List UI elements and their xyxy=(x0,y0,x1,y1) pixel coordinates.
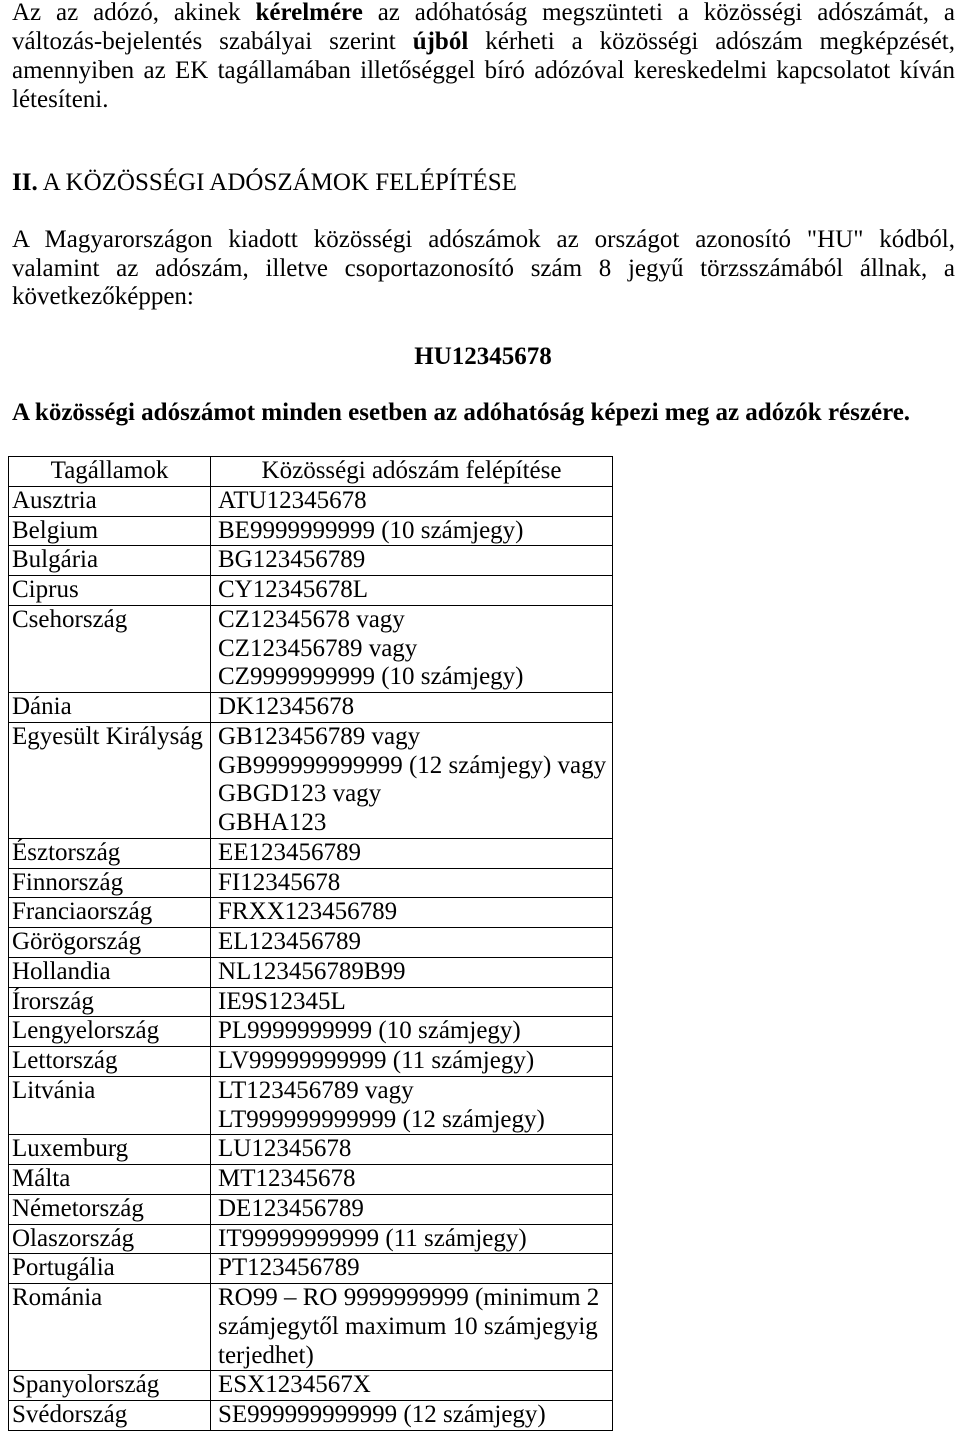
vat-format-cell xyxy=(211,693,613,723)
member-state-name: Görögország xyxy=(12,928,142,955)
member-state-cell xyxy=(9,838,211,868)
table-row xyxy=(9,868,613,898)
table-row xyxy=(9,693,613,723)
member-state-cell xyxy=(9,1017,211,1047)
vat-format-line: SE999999999999 (12 számjegy) xyxy=(218,1401,546,1428)
vat-format-cell xyxy=(211,1135,613,1165)
table-row xyxy=(9,957,613,987)
vat-format-line: GBHA123 xyxy=(218,809,327,836)
table-row xyxy=(9,1401,613,1431)
paragraph-line: amennyiben az EK tagállamában illetőséggel bíró adózóval kereskedelmi kapcsolatot kíván xyxy=(12,57,955,84)
hu-vat-paragraph xyxy=(12,226,955,312)
vat-format-line: LU12345678 xyxy=(218,1135,352,1163)
vat-format-line: LT999999999999 (12 számjegy) xyxy=(218,1105,545,1133)
member-state-name: Ausztria xyxy=(12,486,97,514)
vat-format-line: IT99999999999 (11 számjegy) xyxy=(218,1224,527,1252)
vat-format-cell xyxy=(211,928,613,958)
vat-format-cell xyxy=(211,1254,613,1284)
member-state-name: Olaszország xyxy=(12,1224,135,1252)
vat-format-line: RO99 – RO 9999999999 (minimum 2 xyxy=(218,1284,600,1311)
vat-format-line: PL9999999999 (10 számjegy) xyxy=(218,1017,521,1045)
member-state-cell xyxy=(9,605,211,692)
vat-format-line: terjedhet) xyxy=(218,1341,314,1369)
vat-format-cell xyxy=(211,868,613,898)
vat-format-cell xyxy=(211,722,613,838)
table-row xyxy=(9,1165,613,1195)
member-state-name: Portugália xyxy=(12,1254,115,1282)
member-state-name: Németország xyxy=(12,1194,144,1222)
table-row xyxy=(9,1135,613,1165)
emphasized-text: kérelmére xyxy=(255,0,363,26)
member-state-cell xyxy=(9,516,211,546)
member-state-name: Csehország xyxy=(12,605,128,633)
vat-format-line: PT123456789 xyxy=(218,1254,360,1282)
paragraph-line: létesíteni. xyxy=(12,86,109,113)
emphasized-text: újból xyxy=(412,28,469,55)
member-state-name: Dánia xyxy=(12,693,72,720)
vat-format-cell xyxy=(211,546,613,576)
vat-format-line: ATU12345678 xyxy=(218,486,367,514)
vat-number-example: HU12345678 xyxy=(414,343,552,370)
vat-format-line: MT12345678 xyxy=(218,1165,356,1192)
vat-format-line: számjegytől maximum 10 számjegyig xyxy=(218,1312,598,1340)
paragraph-line xyxy=(12,0,955,27)
vat-note: A közösségi adószámot minden esetben az adóhatóság képezi meg az adózók részére. xyxy=(12,399,911,426)
member-state-name: Finnország xyxy=(12,868,124,896)
column-header-member-states: Tagállamok xyxy=(9,457,211,487)
vat-format-line: LV99999999999 (11 számjegy) xyxy=(218,1047,535,1074)
member-state-cell xyxy=(9,546,211,576)
vat-format-line: ESX1234567X xyxy=(218,1371,371,1399)
member-state-cell xyxy=(9,1047,211,1077)
vat-format-line: BG123456789 xyxy=(218,546,366,574)
vat-format-cell xyxy=(211,1284,613,1371)
vat-format-line: BE9999999999 (10 számjegy) xyxy=(218,516,524,544)
table-row xyxy=(9,546,613,576)
table-row xyxy=(9,1076,613,1135)
table-row xyxy=(9,1194,613,1224)
vat-format-cell xyxy=(211,1047,613,1077)
vat-format-line: CZ9999999999 (10 számjegy) xyxy=(218,663,524,691)
vat-format-line: FI12345678 xyxy=(218,868,341,896)
member-state-name: Litvánia xyxy=(12,1076,96,1104)
member-state-name: Románia xyxy=(12,1284,103,1311)
member-state-name: Spanyolország xyxy=(12,1371,160,1399)
vat-format-cell xyxy=(211,1371,613,1401)
member-state-cell xyxy=(9,722,211,838)
vat-format-cell xyxy=(211,486,613,516)
table-row xyxy=(9,1284,613,1371)
vat-format-line: GB123456789 vagy xyxy=(218,722,421,750)
member-state-cell xyxy=(9,987,211,1017)
vat-format-line: CZ123456789 vagy xyxy=(218,634,418,662)
table-row xyxy=(9,987,613,1017)
member-state-cell xyxy=(9,1401,211,1431)
column-header-vat-format: Közösségi adószám felépítése xyxy=(211,457,613,487)
member-state-name: Ciprus xyxy=(12,576,79,603)
table-row xyxy=(9,928,613,958)
vat-format-line: EL123456789 xyxy=(218,928,362,955)
member-state-cell xyxy=(9,1076,211,1135)
member-state-name: Észtország xyxy=(12,838,121,866)
table-row xyxy=(9,576,613,606)
member-state-cell xyxy=(9,1284,211,1371)
member-state-cell xyxy=(9,486,211,516)
vat-format-cell xyxy=(211,1017,613,1047)
vat-format-line: CZ12345678 vagy xyxy=(218,605,405,633)
section-number: II. xyxy=(12,169,38,196)
vat-format-line: GB999999999999 (12 számjegy) vagy xyxy=(218,751,607,779)
member-state-cell xyxy=(9,1135,211,1165)
vat-format-line: DK12345678 xyxy=(218,693,355,720)
vat-format-cell xyxy=(211,1076,613,1135)
member-state-cell xyxy=(9,1194,211,1224)
member-state-cell xyxy=(9,928,211,958)
member-state-name: Hollandia xyxy=(12,957,111,985)
vat-format-line: IE9S12345L xyxy=(218,987,346,1015)
vat-format-cell xyxy=(211,957,613,987)
member-state-cell xyxy=(9,576,211,606)
table-row xyxy=(9,838,613,868)
table-row xyxy=(9,486,613,516)
table-row xyxy=(9,605,613,692)
vat-format-line: NL123456789B99 xyxy=(218,957,406,985)
member-state-name: Belgium xyxy=(12,516,99,544)
paragraph-line: valamint az adószám, illetve csoportazonosító szám 8 jegyű törzsszámából állnak, a xyxy=(12,254,955,282)
member-state-cell xyxy=(9,1254,211,1284)
vat-format-line: LT123456789 vagy xyxy=(218,1076,414,1104)
vat-format-line: GBGD123 vagy xyxy=(218,780,382,808)
member-state-cell xyxy=(9,693,211,723)
paragraph-line xyxy=(12,27,955,56)
member-state-name: Bulgária xyxy=(12,546,99,574)
paragraph-line: következőképpen: xyxy=(12,283,194,310)
table-row xyxy=(9,1017,613,1047)
vat-format-cell xyxy=(211,516,613,546)
member-state-cell xyxy=(9,1371,211,1401)
paragraph-text: kérheti a közösségi adószám megképzését, xyxy=(468,28,955,55)
table-row xyxy=(9,1371,613,1401)
member-state-cell xyxy=(9,868,211,898)
vat-format-cell xyxy=(211,838,613,868)
vat-format-line: EE123456789 xyxy=(218,838,362,866)
vat-format-line: FRXX123456789 xyxy=(218,898,398,926)
member-state-cell xyxy=(9,1224,211,1254)
section-title: A KÖZÖSSÉGI ADÓSZÁMOK FELÉPÍTÉSE xyxy=(42,169,517,196)
table-row xyxy=(9,722,613,838)
table-header-row xyxy=(9,457,613,487)
table-row xyxy=(9,1047,613,1077)
member-state-name: Luxemburg xyxy=(12,1135,129,1163)
vat-format-cell xyxy=(211,987,613,1017)
member-state-cell xyxy=(9,1165,211,1195)
member-state-name: Málta xyxy=(12,1165,71,1192)
section-heading xyxy=(12,168,955,197)
table-row xyxy=(9,1254,613,1284)
member-state-cell xyxy=(9,898,211,928)
table-row xyxy=(9,898,613,928)
vat-format-cell xyxy=(211,605,613,692)
vat-format-cell xyxy=(211,898,613,928)
vat-format-cell xyxy=(211,576,613,606)
vat-format-line: DE123456789 xyxy=(218,1194,364,1222)
member-state-name: Egyesült Királyság xyxy=(12,722,203,750)
paragraph-text: az adóhatóság megszünteti a közösségi adószámát, a xyxy=(362,0,955,26)
table-row xyxy=(9,1224,613,1254)
table-row xyxy=(9,516,613,546)
paragraph-text: Az az adózó, akinek xyxy=(12,0,256,26)
vat-format-cell xyxy=(211,1165,613,1195)
member-state-name: Lettország xyxy=(12,1047,118,1074)
intro-paragraph xyxy=(12,0,955,114)
vat-format-cell xyxy=(211,1194,613,1224)
vat-format-cell xyxy=(211,1401,613,1431)
vat-format-cell xyxy=(211,1224,613,1254)
table-body xyxy=(9,486,613,1430)
vat-format-line: CY12345678L xyxy=(218,576,368,603)
member-state-name: Franciaország xyxy=(12,898,153,926)
member-state-cell xyxy=(9,957,211,987)
vat-format-table xyxy=(8,456,613,1431)
member-state-name: Írország xyxy=(12,987,94,1015)
member-state-name: Lengyelország xyxy=(12,1017,160,1045)
member-state-name: Svédország xyxy=(12,1401,128,1428)
paragraph-line: A Magyarországon kiadott közösségi adószámok az országot azonosító "HU" kódból, xyxy=(12,226,955,253)
paragraph-text: változás-bejelentés szabályai szerint xyxy=(12,28,413,55)
